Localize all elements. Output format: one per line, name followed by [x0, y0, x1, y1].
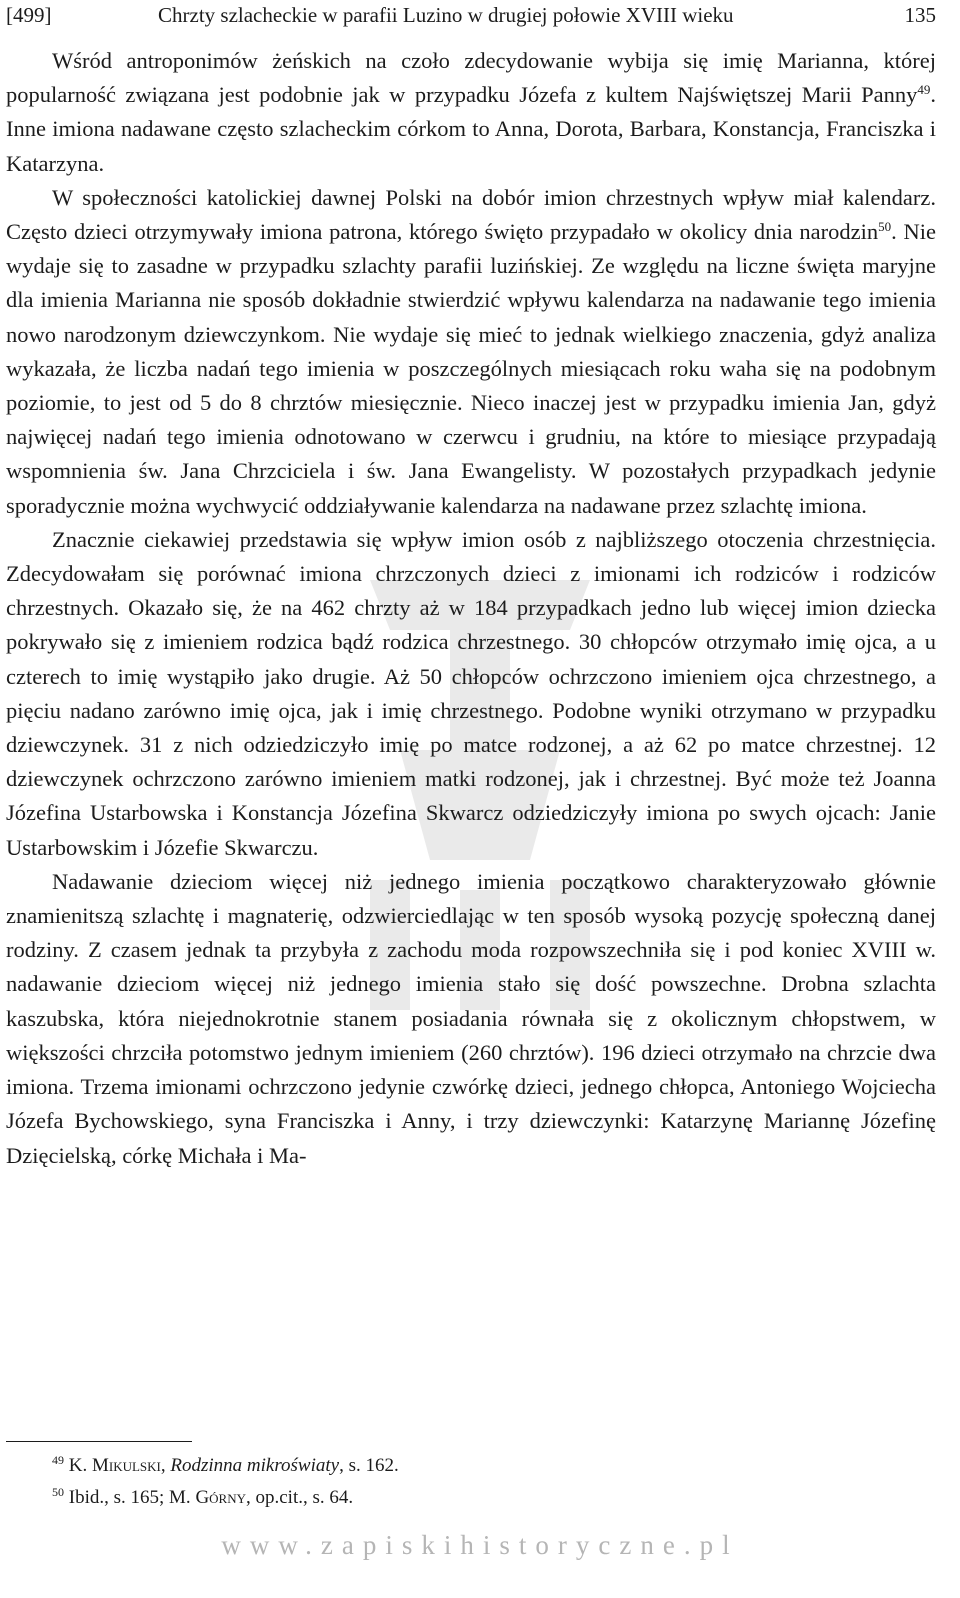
footnote-49: $^{49}$ K. Mikulski, Rodzinna mikroświaty, s. 162.: [52, 1453, 399, 1476]
paragraph: W społeczności katolickiej dawnej Polski na dobór imion chrzestnych wpływ miał kalendarz. Często dzieci otrzymywały imiona patrona, którego święto przypadało w okolicy dnia narodzin$^{50}$. Nie wydaje się to zasadne w przypadku szlachty parafii luzińskiej. Ze względu na liczne święta maryjne dla imienia Marianna nie sposób dokładnie stwierdzić wpływu kalendarza na nadawanie tego imienia nowo narodzonym dziewczynkom. Nie wydaje się mieć to jednak wielkiego znaczenia, gdyż analiza wykazała, że liczba nadań tego imienia w poszczególnych miesiącach roku waha się na podobnym poziomie, to jest od 5 do 8 chrztów miesięcznie. Nieco inaczej jest w przypadku imienia Jan, gdyż najwięcej nadań tego imienia odnotowano w czerwcu i grudniu, na które to miesiące przypadają wspomnienia św. Jana Chrzciciela i św. Jana Ewangelisty. W pozostałych przypadkach jedynie sporadycznie można wychwycić oddziaływanie kalendarza na nadawane przez szlachtę imiona.: [6, 184, 936, 518]
paragraph: Znacznie ciekawiej przedstawia się wpływ imion osób z najbliższego otoczenia chrzestnięcia. Zdecydowałam się porównać imiona chrzczonych dzieci z imionami ich rodziców i rodziców chrzestnych. Okazało się, że na 462 chrzty aż w 184 przypadkach jedno lub więcej imion dziecka pokrywało się z imieniem rodzica bądź rodzica chrzestnego. 30 chłopców otrzymało imię ojca, a u czterech to imię wystąpiło jako drugie. Aż 50 chłopców ochrzczono imieniem ojca chrzestnego, a pięciu nadano zarówno imię ojca, jak i imię chrzestnego. Podobne wyniki otrzymano w przypadku dziewczynek. 31 z nich odziedziczyło imię po matce rodzonej, a aż 62 po matce chrzestnej. 12 dziewczynek ochrzczono zarówno imieniem matki rodzonej, jak i chrzestnej. Być może też Joanna Józefina Ustarbowska i Konstancja Józefina Skwarcz odziedziczyły imiona po swych ojcach: Janie Ustarbowskim i Józefie Skwarczu.: [6, 526, 936, 860]
footnote-ref: 50: [878, 219, 892, 235]
footnote-50: $^{50}$ Ibid., s. 165; M. Górny, op.cit., s. 64.: [52, 1485, 354, 1508]
running-header: [6, 0, 936, 30]
body-text: [6, 44, 936, 1173]
footnote-ref: 49: [917, 82, 931, 98]
page-number: 135: [904, 3, 936, 27]
paragraph: Wśród antroponimów żeńskich na czoło zdecydowanie wybija się imię Marianna, której popularność związana jest podobnie jak w przypadku Józefa z kultem Najświętszej Marii Panny$^{49}$. Inne imiona nadawane często szlacheckim córkom to Anna, Dorota, Barbara, Konstancja, Franciszka i Katarzyna.: [6, 48, 936, 176]
footnote-rule: [6, 1441, 192, 1442]
page-number-bracketed: [499]: [6, 3, 52, 27]
footnotes: [52, 1450, 932, 1514]
paragraph: Nadawanie dzieciom więcej niż jednego imienia początkowo charakteryzowało głównie znamienitszą szlachtę i magnaterię, odzwierciedlając w ten sposób wysoką pozycję społeczną danej rodziny. Z czasem jednak ta przybyła z zachodu moda rozpowszechniła się i pod koniec XVIII w. nadawanie dzieciom więcej niż jednego imienia stało się dość powszechne. Drobna szlachta kaszubska, która niejednokrotnie stanem posiadania równała się z okolicznym chłopstwem, w większości chrzciła potomstwo jednym imieniem (260 chrztów). 196 dzieci otrzymało na chrzcie dwa imiona. Trzema imionami ochrzczono jedynie czwórkę dzieci, jednego chłopca, Antoniego Wojciecha Józefa Bychowskiego, syna Franciszka i Anny, i trzy dziewczynki: Katarzynę Mariannę Józefinę Dzięcielską, córkę Michała i Ma-: [6, 868, 936, 1168]
running-title: Chrzty szlacheckie w parafii Luzino w drugiej połowie XVIII wieku: [158, 3, 734, 27]
website-footer: www.zapiskihistoryczne.pl: [221, 1530, 739, 1560]
